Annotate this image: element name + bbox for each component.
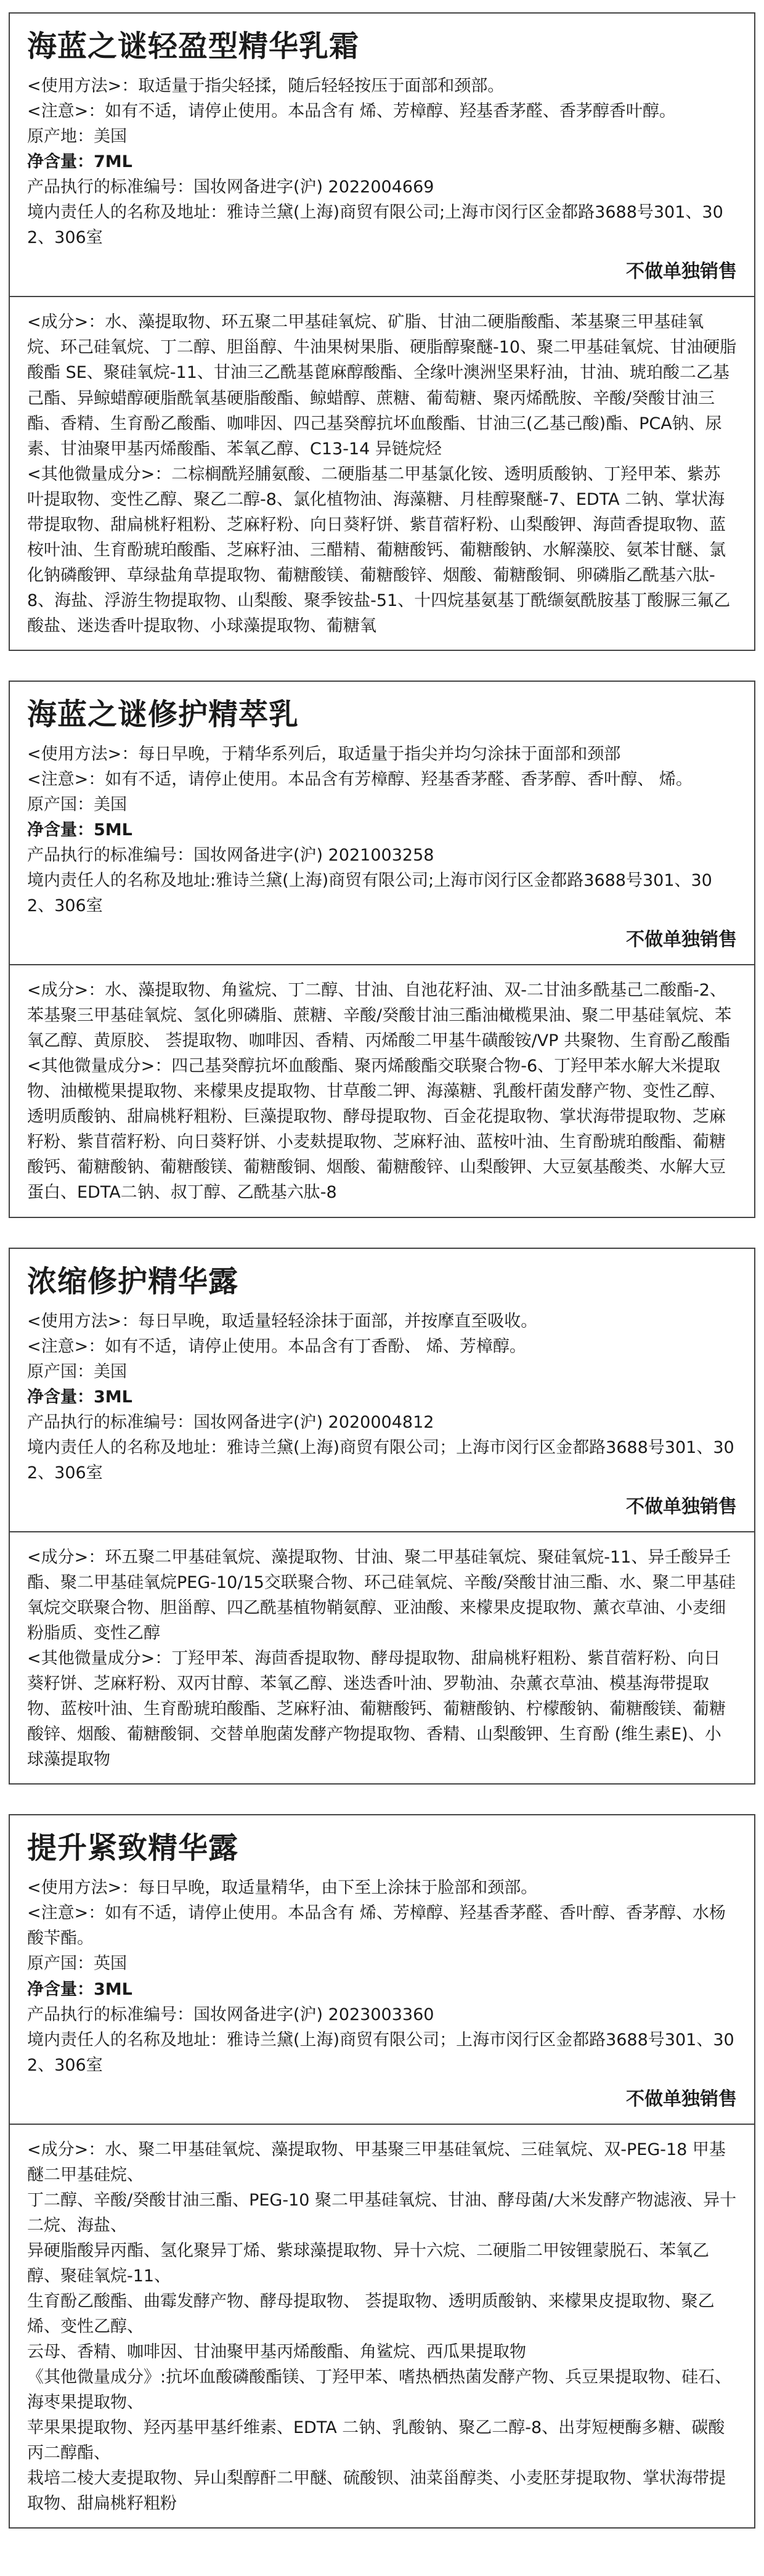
minor-ingredients-text: <其他微量成分>：四己基癸醇抗坏血酸酯、聚丙烯酸酯交联聚合物-6、丁羟甲苯水解大米提取物、油橄榄果提取物、来檬果皮提取物、甘草酸二钾、海藻糖、乳酸杆菌发酵产物、变性乙醇、透明质酸钠、甜扁桃籽粗粉、巨藻提取物、酵母提取物、百金花提取物、掌状海带提取物、芝麻籽粉、紫苜蓿籽粉、向日葵籽饼、小麦麸提取物、芝麻籽油、蓝桉叶油、生育酚琥珀酸酯、葡糖酸钙、葡糖酸钠、葡糖酸镁、葡糖酸铜、烟酸、葡糖酸锌、山梨酸钾、大豆氨基酸类、水解大豆蛋白、EDTA二钠、叔丁醇、乙酰基六肽-8 xyxy=(27,1057,726,1203)
ingredients-line: 云母、香精、咖啡因、甘油聚甲基丙烯酸酯、角鲨烷、西瓜果提取物 xyxy=(27,2342,526,2361)
product-card xyxy=(9,681,755,1218)
responsible-party: 境内责任人的名称及地址：雅诗兰黛(上海)商贸有限公司;上海市闵行区金都路3688号301、302、306室 xyxy=(27,203,723,248)
product-info-section xyxy=(10,1815,754,2123)
usage-text: <使用方法>：取适量于指尖轻揉，随后轻轻按压于面部和颈部。 xyxy=(27,76,505,96)
usage-text: <使用方法>：每日早晚，于精华系列后，取适量于指尖并均匀涂抹于面部和颈部 xyxy=(27,745,621,764)
not-for-sale-label: 不做单独销售 xyxy=(626,261,737,283)
ingredients-line: 生育酚乙酸酯、曲霉发酵产物、酵母提取物、 荟提取物、透明质酸钠、来檬果皮提取物、聚乙烯、变性乙醇、 xyxy=(27,2291,715,2336)
ingredients-text: <成分>：水、藻提取物、环五聚二甲基硅氧烷、矿脂、甘油二硬脂酸酯、苯基聚三甲基硅氧烷、环己硅氧烷、丁二醇、胆甾醇、牛油果树果脂、硬脂醇聚醚-10、聚二甲基硅氧烷、甘油硬脂酸酯 SE、聚硅氧烷-11、甘油三乙酰基蓖麻醇酸酯、全缘叶澳洲坚果籽油，甘油、琥珀酸二乙基己酯、异鲸蜡醇硬脂酰氧基硬脂酸酯、鲸蜡醇、蔗糖、葡萄糖、聚丙烯酰胺、辛酸/癸酸甘油三酯、香精、生育酚乙酸酯、咖啡因、四己基癸醇抗坏血酸酯、甘油三(乙基己酸)酯、PCA钠、尿素、甘油聚甲基丙烯酸酯、苯氧乙醇、C13-14 异链烷烃 xyxy=(27,313,737,459)
ingredients-section xyxy=(10,1531,754,1783)
product-title: 海蓝之谜修护精萃乳 xyxy=(27,697,299,732)
ingredients-text: <成分>：环五聚二甲基硅氧烷、藻提取物、甘油、聚二甲基硅氧烷、聚硅氧烷-11、异壬酸异壬酯、聚二甲基硅氧烷PEG-10/15交联聚合物、环己硅氧烷、辛酸/癸酸甘油三酯、水、聚二甲基硅氧烷交联聚合物、胆甾醇、四乙酰基植物鞘氨醇、亚油酸、来檬果皮提取物、薰衣草油、小麦细粉脂质、变性乙醇 xyxy=(27,1547,736,1643)
minor-ingredients-text: <其他微量成分>：丁羟甲苯、海茴香提取物、酵母提取物、甜扁桃籽粗粉、紫苜蓿籽粉、向日葵籽饼、芝麻籽粉、双丙甘醇、苯氧乙醇、迷迭香叶油、罗勒油、杂薰衣草油、模基海带提取物、蓝桉叶油、生育酚琥珀酸酯、芝麻籽油、葡糖酸钙、葡糖酸钠、柠檬酸钠、葡糖酸镁、葡糖酸锌、烟酸、葡糖酸铜、交替单胞菌发酵产物提取物、香精、山梨酸钾、生育酚 (维生素E)、小球藻提取物 xyxy=(27,1649,726,1770)
origin-text: 原产国：美国 xyxy=(27,795,127,815)
standard-number: 产品执行的标准编号：国妆网备进字(沪) 2022004669 xyxy=(27,178,434,197)
responsible-party: 境内责任人的名称及地址：雅诗兰黛(上海)商贸有限公司；上海市闵行区金都路3688号301、302、306室 xyxy=(27,1437,734,1482)
net-content: 净含量：3ML xyxy=(27,1979,132,1999)
ingredients-line: 丁二醇、辛酸/癸酸甘油三酯、PEG-10 聚二甲基硅氧烷、甘油、酵母菌/大米发酵产物滤液、异十二烷、海盐、 xyxy=(27,2190,737,2235)
ingredients-section xyxy=(10,964,754,1216)
ingredients-section xyxy=(10,296,754,649)
responsible-party: 境内责任人的名称及地址:雅诗兰黛(上海)商贸有限公司;上海市闵行区金都路3688号301、302、306室 xyxy=(27,871,712,916)
product-card xyxy=(9,1814,755,2529)
minor-ingredients-line: 《其他微量成分》:抗坏血酸磷酸酯镁、丁羟甲苯、嗜热栖热菌发酵产物、兵豆果提取物、硅石、海枣果提取物、 xyxy=(27,2367,732,2412)
origin-text: 原产地：美国 xyxy=(27,127,127,147)
caution-text: <注意>：如有不适，请停止使用。本品含有 烯、芳樟醇、羟基香茅醛、香叶醇、香茅醇、水杨酸苄酯。 xyxy=(27,1903,726,1948)
product-title: 浓缩修护精华露 xyxy=(27,1264,239,1299)
net-content: 净含量：5ML xyxy=(27,820,132,840)
not-for-sale-label: 不做单独销售 xyxy=(626,929,737,951)
product-card xyxy=(9,12,755,651)
origin-text: 原产国：美国 xyxy=(27,1362,127,1381)
caution-text: <注意>：如有不适，请停止使用。本品含有 烯、芳樟醇、羟基香茅醛、香茅醇香叶醇。 xyxy=(27,102,676,121)
product-card xyxy=(9,1248,755,1785)
product-info-section xyxy=(10,1249,754,1531)
product-info-section xyxy=(10,14,754,296)
product-title: 海蓝之谜轻盈型精华乳霜 xyxy=(27,29,360,63)
caution-text: <注意>：如有不适，请停止使用。本品含有芳樟醇、羟基香茅醛、香茅醇、香叶醇、 烯。 xyxy=(27,770,693,790)
ingredients-line: 异硬脂酸异丙酯、氢化聚异丁烯、紫球藻提取物、异十六烷、二硬脂二甲铵锂蒙脱石、苯氧乙醇、聚硅氧烷-11、 xyxy=(27,2241,709,2286)
ingredients-text: <成分>：水、藻提取物、角鲨烷、丁二醇、甘油、自池花籽油、双-二甘油多酰基己二酸酯-2、苯基聚三甲基硅氧烷、氢化卵磷脂、蔗糖、辛酸/癸酸甘油三酯油橄榄果油、聚二甲基硅氧烷、苯氧乙醇、黄原胶、 荟提取物、咖啡因、香精、丙烯酸二甲基牛磺酸铵/VP 共聚物、生育酚乙酸酯 xyxy=(27,981,732,1051)
net-content: 净含量：3ML xyxy=(27,1387,132,1407)
ingredients-line: <成分>：水、聚二甲基硅氧烷、藻提取物、甲基聚三甲基硅氧烷、三硅氧烷、双-PEG-18 甲基醚二甲基硅烷、 xyxy=(27,2140,726,2185)
standard-number: 产品执行的标准编号：国妆网备进字(沪) 2020004812 xyxy=(27,1412,434,1432)
ingredients-section xyxy=(10,2124,754,2527)
not-for-sale-label: 不做单独销售 xyxy=(626,2088,737,2110)
minor-ingredients-text: <其他微量成分>：二棕榈酰羟脯氨酸、二硬脂基二甲基氯化铵、透明质酸钠、丁羟甲苯、紫苏叶提取物、变性乙醇、聚乙二醇-8、氯化植物油、海藻糖、月桂醇聚醚-7、EDTA 二钠、掌状海带提取物、甜扁桃籽粗粉、芝麻籽粉、向日葵籽饼、紫苜蓿籽粉、山梨酸钾、海茴香提取物、蓝桉叶油、生育酚琥珀酸酯、芝麻籽油、三醋精、葡糖酸钙、葡糖酸钠、水解藻胶、氨苯甘醚、氯化钠磷酸钾、草绿盐角草提取物、葡糖酸镁、葡糖酸锌、烟酸、葡糖酸铜、卵磷脂乙酰基六肽-8、海盐、浮游生物提取物、山梨酸、聚季铵盐-51、十四烷基氨基丁酰缬氨酰胺基丁酸脲三氟乙酸盐、迷迭香叶提取物、小球藻提取物、葡糖氧 xyxy=(27,464,731,636)
responsible-party: 境内责任人的名称及地址：雅诗兰黛(上海)商贸有限公司；上海市闵行区金都路3688号301、302、306室 xyxy=(27,2030,734,2075)
standard-number: 产品执行的标准编号：国妆网备进字(沪) 2023003360 xyxy=(27,2005,434,2024)
standard-number: 产品执行的标准编号：国妆网备进字(沪) 2021003258 xyxy=(27,846,434,865)
net-content: 净含量：7ML xyxy=(27,152,132,172)
usage-text: <使用方法>：每日早晚，取适量轻轻涂抹于面部，并按摩直至吸收。 xyxy=(27,1311,538,1331)
origin-text: 原产国：英国 xyxy=(27,1954,127,1974)
caution-text: <注意>：如有不适，请停止使用。本品含有丁香酚、 烯、芳樟醇。 xyxy=(27,1336,526,1356)
product-info-section xyxy=(10,682,754,964)
minor-ingredients-line: 苹果果提取物、羟丙基甲基纤维素、EDTA 二钠、乳酸钠、聚乙二醇-8、出芽短梗酶多糖、碳酸丙二醇酯、 xyxy=(27,2418,725,2463)
minor-ingredients-line: 栽培二棱大麦提取物、异山梨醇酐二甲醚、硫酸钡、油菜甾醇类、小麦胚芽提取物、掌状海带提取物、甜扁桃籽粗粉 xyxy=(27,2469,726,2514)
product-title: 提升紧致精华露 xyxy=(27,1831,239,1866)
not-for-sale-label: 不做单独销售 xyxy=(626,1495,737,1518)
usage-text: <使用方法>：每日早晚，取适量精华，由下至上涂抹于脸部和颈部。 xyxy=(27,1878,538,1898)
